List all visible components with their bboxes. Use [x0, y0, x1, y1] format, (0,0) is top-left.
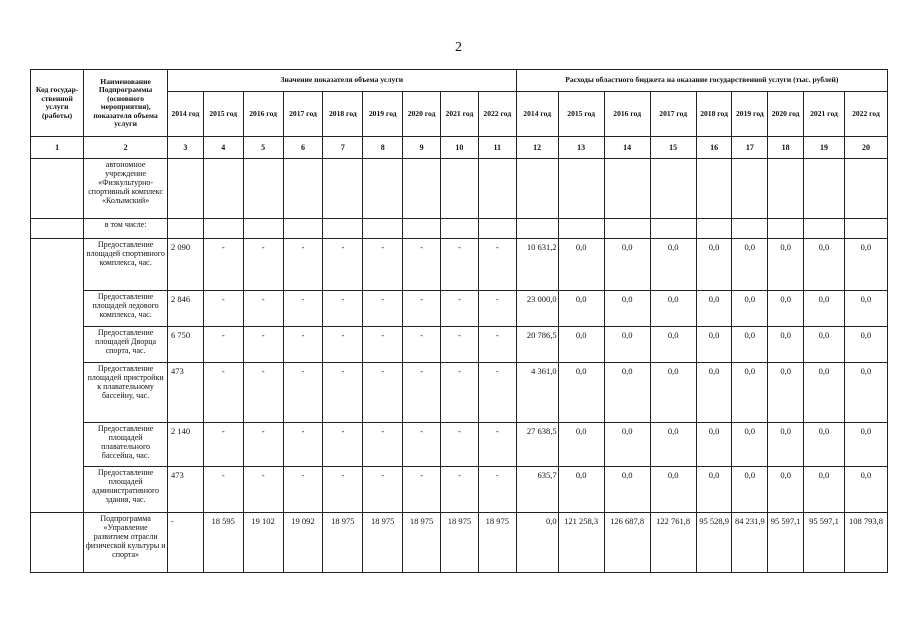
volume-value-cell [243, 219, 283, 239]
expense-value-cell [844, 219, 887, 239]
volume-value-cell: - [403, 363, 441, 423]
expense-value-cell: 0,0 [768, 327, 804, 363]
volume-value-cell: - [323, 327, 363, 363]
expense-value-cell: 0,0 [804, 467, 845, 513]
header-volume-year: 2019 год [363, 92, 403, 137]
volume-value-cell [478, 159, 516, 219]
volume-value-cell: - [203, 467, 243, 513]
volume-value-cell [441, 159, 479, 219]
volume-value-cell: - [403, 327, 441, 363]
expense-value-cell: 0,0 [604, 291, 650, 327]
volume-value-cell: - [283, 327, 323, 363]
expense-value-cell: 0,0 [804, 291, 845, 327]
header-expense-year: 2020 год [768, 92, 804, 137]
code-cell-merged [31, 239, 84, 513]
expense-value-cell: 0,0 [732, 291, 768, 327]
expense-value-cell: 0,0 [768, 363, 804, 423]
volume-value-cell [168, 159, 204, 219]
volume-value-cell: - [441, 327, 479, 363]
header-expense-year: 2016 год [604, 92, 650, 137]
expense-value-cell: 4 361,0 [516, 363, 558, 423]
table-row [31, 327, 888, 363]
header-expense-year: 2017 год [650, 92, 696, 137]
volume-value-cell: - [403, 467, 441, 513]
expense-value-cell: 0,0 [844, 363, 887, 423]
indicator-name: Предоставление площадей плавательного бассейна, час. [84, 423, 168, 467]
expense-value-cell [732, 219, 768, 239]
table-row [31, 363, 888, 423]
volume-value-cell: - [323, 423, 363, 467]
expense-value-cell [516, 159, 558, 219]
column-number: 18 [768, 137, 804, 159]
expense-value-cell: 122 761,8 [650, 513, 696, 573]
volume-value-cell: - [243, 291, 283, 327]
volume-value-cell: 18 975 [441, 513, 479, 573]
expense-value-cell: 0,0 [604, 363, 650, 423]
expense-value-cell [696, 159, 732, 219]
volume-value-cell: 2 090 [168, 239, 204, 291]
header-expense-year: 2021 год [804, 92, 845, 137]
volume-value-cell: 18 975 [403, 513, 441, 573]
services-table [30, 69, 888, 573]
indicator-name: Подпрограмма «Управление развитием отрасли физической культуры и спорта» [84, 513, 168, 573]
volume-value-cell [323, 159, 363, 219]
volume-value-cell [403, 219, 441, 239]
indicator-name: Предоставление площадей спортивного комплекса, час. [84, 239, 168, 291]
volume-value-cell [478, 219, 516, 239]
expense-value-cell: 0,0 [604, 423, 650, 467]
page-number: 2 [455, 40, 462, 55]
volume-value-cell: 6 750 [168, 327, 204, 363]
volume-value-cell: - [283, 423, 323, 467]
expense-value-cell: 0,0 [768, 291, 804, 327]
expense-value-cell: 0,0 [558, 239, 604, 291]
volume-value-cell [168, 219, 204, 239]
column-number: 1 [31, 137, 84, 159]
column-number: 11 [478, 137, 516, 159]
volume-value-cell: - [478, 467, 516, 513]
expense-value-cell [604, 219, 650, 239]
volume-value-cell: - [441, 423, 479, 467]
volume-value-cell: - [243, 363, 283, 423]
expense-value-cell: 0,0 [768, 423, 804, 467]
volume-value-cell: - [403, 239, 441, 291]
header-volume-year: 2020 год [403, 92, 441, 137]
expense-value-cell: 0,0 [844, 291, 887, 327]
column-number: 16 [696, 137, 732, 159]
volume-value-cell: - [243, 467, 283, 513]
expense-value-cell: 0,0 [516, 513, 558, 573]
expense-value-cell [558, 159, 604, 219]
volume-value-cell: - [441, 291, 479, 327]
expense-value-cell: 0,0 [844, 423, 887, 467]
volume-value-cell: - [363, 327, 403, 363]
expense-value-cell: 0,0 [650, 291, 696, 327]
expense-value-cell [732, 159, 768, 219]
expense-value-cell [804, 159, 845, 219]
table-row [31, 159, 888, 219]
expense-value-cell: 0,0 [650, 363, 696, 423]
expense-value-cell: 0,0 [844, 467, 887, 513]
volume-value-cell: 18 975 [363, 513, 403, 573]
volume-value-cell: - [478, 291, 516, 327]
volume-value-cell [441, 219, 479, 239]
header-expense-year: 2018 год [696, 92, 732, 137]
expense-value-cell: 635,7 [516, 467, 558, 513]
volume-value-cell: - [363, 239, 403, 291]
expense-value-cell: 0,0 [604, 327, 650, 363]
column-number: 19 [804, 137, 845, 159]
expense-value-cell: 0,0 [650, 423, 696, 467]
table-row [31, 467, 888, 513]
expense-value-cell: 0,0 [696, 423, 732, 467]
expense-value-cell: 23 000,0 [516, 291, 558, 327]
column-number: 8 [363, 137, 403, 159]
expense-value-cell [650, 159, 696, 219]
expense-value-cell: 95 597,1 [768, 513, 804, 573]
volume-value-cell: 473 [168, 363, 204, 423]
expense-value-cell: 0,0 [696, 363, 732, 423]
expense-value-cell: 0,0 [768, 239, 804, 291]
expense-value-cell: 95 597,1 [804, 513, 845, 573]
volume-value-cell: - [478, 363, 516, 423]
expense-value-cell: 0,0 [732, 423, 768, 467]
volume-value-cell: 2 140 [168, 423, 204, 467]
column-number: 6 [283, 137, 323, 159]
column-number: 13 [558, 137, 604, 159]
expense-value-cell: 0,0 [650, 239, 696, 291]
expense-value-cell: 0,0 [768, 467, 804, 513]
volume-value-cell: - [403, 423, 441, 467]
code-cell [31, 219, 84, 239]
volume-value-cell: - [441, 467, 479, 513]
expense-value-cell: 0,0 [558, 327, 604, 363]
expense-value-cell: 0,0 [558, 467, 604, 513]
header-expense-year: 2014 год [516, 92, 558, 137]
volume-value-cell [283, 219, 323, 239]
column-number: 17 [732, 137, 768, 159]
column-number: 20 [844, 137, 887, 159]
volume-value-cell: - [478, 327, 516, 363]
volume-value-cell: 18 595 [203, 513, 243, 573]
expense-value-cell: 108 793,8 [844, 513, 887, 573]
table-row [31, 423, 888, 467]
expense-value-cell: 0,0 [732, 363, 768, 423]
header-volume-year: 2017 год [283, 92, 323, 137]
expense-value-cell: 126 687,8 [604, 513, 650, 573]
expense-value-cell: 0,0 [650, 327, 696, 363]
indicator-name: Предоставление площадей административного здания, час. [84, 467, 168, 513]
volume-value-cell: - [478, 239, 516, 291]
indicator-name: Предоставление площадей ледового комплекса, час. [84, 291, 168, 327]
column-number: 12 [516, 137, 558, 159]
volume-value-cell [203, 219, 243, 239]
expense-value-cell: 0,0 [696, 467, 732, 513]
volume-value-cell [363, 219, 403, 239]
volume-value-cell: - [283, 291, 323, 327]
column-number: 3 [168, 137, 204, 159]
expense-value-cell: 0,0 [804, 239, 845, 291]
expense-value-cell [768, 159, 804, 219]
volume-value-cell [243, 159, 283, 219]
volume-value-cell: - [323, 239, 363, 291]
expense-value-cell [604, 159, 650, 219]
table-row [31, 219, 888, 239]
expense-value-cell: 0,0 [732, 327, 768, 363]
expense-value-cell: 0,0 [650, 467, 696, 513]
header-volume-year: 2015 год [203, 92, 243, 137]
expense-value-cell [804, 219, 845, 239]
header-volume-year: 2021 год [441, 92, 479, 137]
volume-value-cell: - [363, 423, 403, 467]
expense-value-cell [696, 219, 732, 239]
header-volume-year: 2014 год [168, 92, 204, 137]
expense-value-cell: 0,0 [732, 239, 768, 291]
indicator-name: Предоставление площадей Дворца спорта, час. [84, 327, 168, 363]
volume-value-cell [323, 219, 363, 239]
volume-value-cell: - [323, 363, 363, 423]
expense-value-cell: 0,0 [804, 423, 845, 467]
expense-value-cell: 84 231,9 [732, 513, 768, 573]
table-row [31, 239, 888, 291]
volume-value-cell [363, 159, 403, 219]
expense-value-cell: 0,0 [804, 363, 845, 423]
table-row [31, 513, 888, 573]
header-expense-year: 2019 год [732, 92, 768, 137]
volume-value-cell: - [363, 291, 403, 327]
header-expense-year: 2015 год [558, 92, 604, 137]
column-number: 10 [441, 137, 479, 159]
volume-value-cell: - [441, 363, 479, 423]
header-volume-group: Значение показателя объема услуги [168, 70, 517, 92]
column-number: 14 [604, 137, 650, 159]
volume-value-cell: 2 846 [168, 291, 204, 327]
header-code: Код государ-ственной услуги (работы) [31, 70, 84, 137]
expense-value-cell [558, 219, 604, 239]
volume-value-cell: - [203, 327, 243, 363]
expense-value-cell: 0,0 [558, 363, 604, 423]
volume-value-cell: - [203, 363, 243, 423]
volume-value-cell: - [203, 239, 243, 291]
volume-value-cell: - [363, 363, 403, 423]
code-cell [31, 513, 84, 573]
volume-value-cell: - [323, 467, 363, 513]
volume-value-cell: 18 975 [323, 513, 363, 573]
volume-value-cell: - [168, 513, 204, 573]
header-volume-year: 2022 год [478, 92, 516, 137]
expense-value-cell: 20 786,5 [516, 327, 558, 363]
column-number: 15 [650, 137, 696, 159]
volume-value-cell: - [363, 467, 403, 513]
expense-value-cell: 0,0 [696, 327, 732, 363]
expense-value-cell [768, 219, 804, 239]
expense-value-cell: 0,0 [604, 239, 650, 291]
table-row [31, 291, 888, 327]
volume-value-cell: - [203, 291, 243, 327]
column-number: 5 [243, 137, 283, 159]
volume-value-cell: - [283, 363, 323, 423]
expense-value-cell: 0,0 [558, 291, 604, 327]
expense-value-cell: 0,0 [558, 423, 604, 467]
indicator-name: автономное учреждение «Физкультурно-спортивный комплекс «Колымский» [84, 159, 168, 219]
expense-value-cell: 121 258,3 [558, 513, 604, 573]
expense-value-cell: 0,0 [696, 291, 732, 327]
expense-value-cell: 0,0 [732, 467, 768, 513]
volume-value-cell: 473 [168, 467, 204, 513]
expense-value-cell [844, 159, 887, 219]
expense-value-cell: 10 631,2 [516, 239, 558, 291]
expense-value-cell [516, 219, 558, 239]
volume-value-cell [403, 159, 441, 219]
column-number: 9 [403, 137, 441, 159]
volume-value-cell: 18 975 [478, 513, 516, 573]
volume-value-cell: - [283, 467, 323, 513]
column-number: 7 [323, 137, 363, 159]
expense-value-cell: 0,0 [844, 239, 887, 291]
volume-value-cell: - [243, 327, 283, 363]
expense-value-cell [650, 219, 696, 239]
header-volume-year: 2018 год [323, 92, 363, 137]
expense-value-cell: 0,0 [844, 327, 887, 363]
header-expense-group: Расходы областного бюджета на оказание государственной услуги (тыс. рублей) [516, 70, 887, 92]
volume-value-cell: - [478, 423, 516, 467]
volume-value-cell: - [403, 291, 441, 327]
volume-value-cell: - [441, 239, 479, 291]
indicator-name: в том числе: [84, 219, 168, 239]
expense-value-cell: 27 638,5 [516, 423, 558, 467]
volume-value-cell: - [243, 239, 283, 291]
column-number: 4 [203, 137, 243, 159]
volume-value-cell: 19 102 [243, 513, 283, 573]
volume-value-cell: - [243, 423, 283, 467]
volume-value-cell: - [283, 239, 323, 291]
volume-value-cell [203, 159, 243, 219]
column-number: 2 [84, 137, 168, 159]
header-expense-year: 2022 год [844, 92, 887, 137]
header-volume-year: 2016 год [243, 92, 283, 137]
volume-value-cell: 19 092 [283, 513, 323, 573]
volume-value-cell [283, 159, 323, 219]
expense-value-cell: 0,0 [696, 239, 732, 291]
indicator-name: Предоставление площадей пристройки к плавательному бассейну, час. [84, 363, 168, 423]
code-cell [31, 159, 84, 219]
expense-value-cell: 0,0 [604, 467, 650, 513]
header-name: Наименование Подпрограммы (основного мероприятия), показателя объема услуги [84, 70, 168, 137]
expense-value-cell: 0,0 [804, 327, 845, 363]
volume-value-cell: - [203, 423, 243, 467]
expense-value-cell: 95 528,9 [696, 513, 732, 573]
volume-value-cell: - [323, 291, 363, 327]
